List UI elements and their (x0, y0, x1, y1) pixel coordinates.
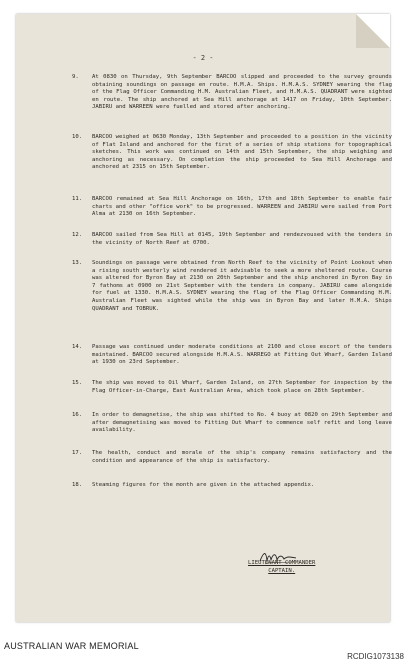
paragraph-number: 17. (72, 450, 83, 456)
paragraph-number: 16. (72, 412, 83, 418)
paragraph-number: 18. (72, 482, 83, 488)
paragraph-13 (72, 260, 392, 313)
paragraph-text: BARCOO weighed at 0630 Monday, 13th September and proceeded to a position in the vicinity of Flat Island and anchored for the first of a series of ship stations for topographical sketches. This work was continued on 14th and 15th September, the ship weighing and anchoring as necessary. On completion the ship proceeded to Sea Hill Anchorage and anchored at 2315 on 15th September. (92, 134, 392, 171)
record-id: RCDIG1073138 (347, 652, 404, 661)
paragraph-text: At 0830 on Thursday, 9th September BARCOO slipped and proceeded to the survey grounds obtaining soundings on passage en route. H.M.A. Ships. H.M.A.S. SYDNEY wearing the flag of the Flag Officer Commanding H.M. Australian Fleet, and H.M.A.S. QUADRANT were sighted en route. The ship anchored at Sea Hill anchorage at 1417 on Friday, 10th September. JABIRU and WARREEN were fuelled and stored after anchoring. (92, 74, 392, 111)
signature-rank: LIEUTENANT COMMANDER (248, 560, 316, 566)
paragraph-11 (72, 196, 392, 219)
paragraph-17 (72, 450, 392, 465)
signature-role: CAPTAIN. (268, 567, 296, 574)
paragraph-text: BARCOO sailed from Sea Hill at 0145, 19th September and rendezvoused with the tenders in the vicinity of North Reef at 0700. (92, 232, 392, 246)
paragraph-number: 13. (72, 260, 83, 266)
paragraph-15 (72, 380, 392, 395)
paragraph-10 (72, 134, 392, 172)
folded-corner (356, 14, 390, 48)
paragraph-number: 11. (72, 196, 83, 202)
paragraph-text: The health, conduct and morale of the ship's company remains satisfactory and the condition and appearance of the ship is satisfactory. (92, 450, 392, 464)
paragraph-number: 10. (72, 134, 83, 140)
paragraph-text: BARCOO remained at Sea Hill Anchorage on 16th, 17th and 18th September to enable fair charts and other "office work" to be progressed. WARREEN and JABIRU were sailed from Port Alma at 2130 on 16th September. (92, 196, 392, 218)
paragraph-text: Steaming figures for the month are given in the attached appendix. (92, 482, 315, 488)
paragraph-number: 12. (72, 232, 83, 238)
archive-credit: AUSTRALIAN WAR MEMORIAL (4, 641, 139, 651)
paragraph-number: 15. (72, 380, 83, 386)
paragraph-text: Passage was continued under moderate conditions at 2100 and close escort of the tenders maintained. BARCOO secured alongside H.M.A.S. WARREGO at Fitting Out Wharf, Garden Island at 1930 on 23rd September. (92, 344, 392, 366)
paragraph-16 (72, 412, 392, 435)
paragraph-text: In order to demagnetise, the ship was shifted to No. 4 buoy at 0820 on 29th September and after demagnetising was moved to Fitting Out Wharf to commence self refit and long leave availability. (92, 412, 392, 434)
paragraph-text: Soundings on passage were obtained from North Reef to the vicinity of Point Lookout when a rising south westerly wind rendered it advisable to seek a more sheltered route. Course was altered for Byron Bay at 2130 on 20th September and the ship anchored in Byron Bay in 7 fathoms at 0900 on 21st September with the tenders in company. JABIRU came alongside for fuel at 1330. H.M.A.S. SYDNEY wearing the flag of the Flag Officer Commanding H.M. Australian Fleet was sighted while the ship was in Byron Bay and later H.M.A. Ships QUADRANT and TOBRUK. (92, 260, 392, 312)
page-number: - 2 - (192, 54, 214, 62)
paragraph-14 (72, 344, 392, 367)
paragraph-number: 9. (72, 74, 79, 80)
paragraph-12 (72, 232, 392, 247)
paragraph-text: The ship was moved to Oil Wharf, Garden Island, on 27th September for inspection by the Flag Officer-in-Charge, East Australian Area, which took place on 28th September. (92, 380, 392, 394)
paragraph-number: 14. (72, 344, 83, 350)
paragraph-18 (72, 482, 392, 490)
document-page (16, 14, 390, 622)
signature-block (248, 560, 315, 575)
paragraph-9 (72, 74, 392, 112)
